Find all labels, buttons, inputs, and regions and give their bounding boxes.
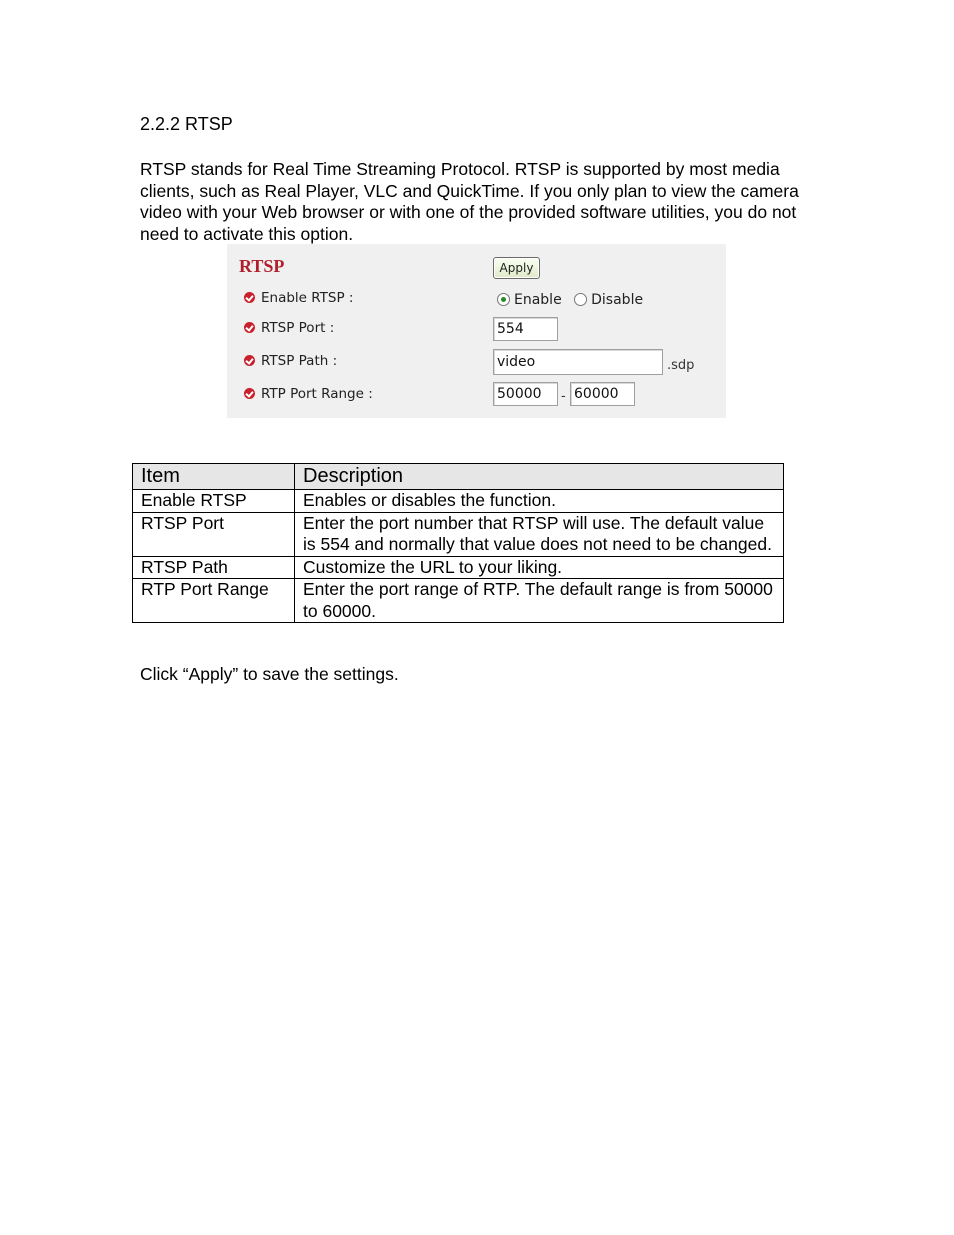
section-heading: 2.2.2 RTSP bbox=[140, 114, 233, 134]
table-row bbox=[133, 579, 784, 623]
description-cell: Enter the port number that RTSP will use. The default value is 554 and normally that value does not need to be changed. bbox=[295, 512, 784, 556]
radio-selected-icon[interactable] bbox=[497, 293, 510, 306]
header-item: Item bbox=[133, 464, 295, 490]
item-cell: RTSP Port bbox=[133, 512, 295, 556]
rtsp-path-row-label bbox=[244, 353, 337, 369]
disable-radio-option[interactable] bbox=[574, 292, 643, 308]
item-cell: Enable RTSP bbox=[133, 490, 295, 513]
check-bullet-icon bbox=[244, 322, 255, 333]
settings-description-table bbox=[132, 463, 784, 623]
rtp-range-start-input[interactable] bbox=[493, 382, 558, 406]
panel-title: RTSP bbox=[239, 256, 285, 276]
rtp-range-separator: - bbox=[561, 389, 566, 404]
check-bullet-icon bbox=[244, 292, 255, 303]
rtp-range-row-label bbox=[244, 386, 373, 402]
check-bullet-icon bbox=[244, 388, 255, 399]
rtsp-settings-panel bbox=[227, 244, 726, 418]
table-row bbox=[133, 512, 784, 556]
disable-radio-label: Disable bbox=[591, 292, 644, 308]
apply-button[interactable]: Apply bbox=[493, 257, 540, 279]
rtsp-path-input[interactable] bbox=[493, 349, 663, 375]
rtp-range-label: RTP Port Range : bbox=[261, 386, 373, 402]
radio-unselected-icon[interactable] bbox=[574, 293, 587, 306]
enable-rtsp-radio-group bbox=[497, 292, 651, 308]
rtsp-path-label: RTSP Path : bbox=[261, 353, 338, 369]
enable-radio-option[interactable] bbox=[497, 292, 562, 308]
rtp-range-end-input[interactable] bbox=[570, 382, 635, 406]
description-cell: Customize the URL to your liking. bbox=[295, 556, 784, 579]
enable-rtsp-label: Enable RTSP : bbox=[261, 290, 354, 306]
rtsp-port-input[interactable] bbox=[493, 317, 558, 341]
rtsp-path-suffix: .sdp bbox=[667, 358, 695, 373]
description-cell: Enter the port range of RTP. The default range is from 50000 to 60000. bbox=[295, 579, 784, 623]
rtsp-port-row-label bbox=[244, 320, 334, 336]
rtsp-port-label: RTSP Port : bbox=[261, 320, 335, 336]
enable-radio-label: Enable bbox=[514, 292, 562, 308]
table-row bbox=[133, 556, 784, 579]
table-row bbox=[133, 490, 784, 513]
enable-rtsp-row-label bbox=[244, 290, 353, 306]
description-cell: Enables or disables the function. bbox=[295, 490, 784, 513]
check-bullet-icon bbox=[244, 355, 255, 366]
item-cell: RTSP Path bbox=[133, 556, 295, 579]
item-cell: RTP Port Range bbox=[133, 579, 295, 623]
table-header-row bbox=[133, 464, 784, 490]
header-description: Description bbox=[295, 464, 784, 490]
outro-paragraph: Click “Apply” to save the settings. bbox=[140, 664, 399, 684]
intro-paragraph: RTSP stands for Real Time Streaming Protocol. RTSP is supported by most media clients, such as Real Player, VLC and QuickTime. If you only plan to view the camera video with your Web browser or with one of the provided software utilities, you do not need to activate this option. bbox=[140, 159, 799, 244]
